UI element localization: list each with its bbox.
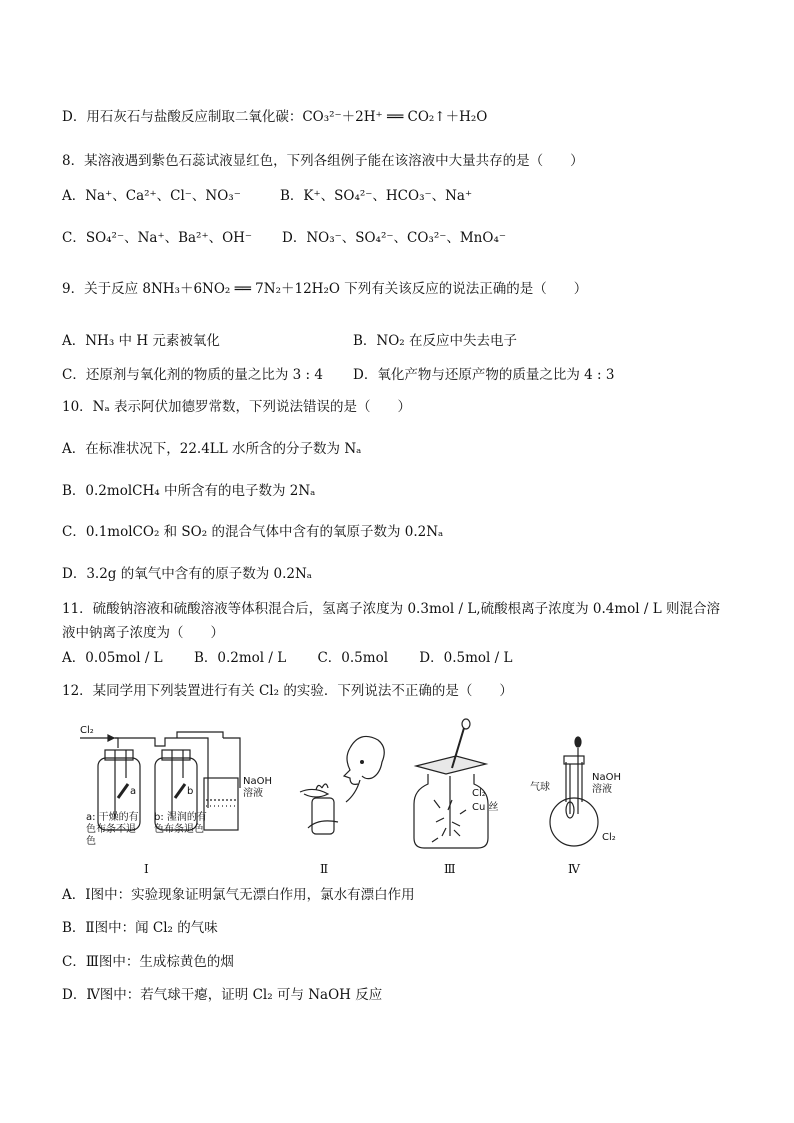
q12-option-b: B．Ⅱ图中：闻 Cl₂ 的气味 [62, 920, 218, 936]
q9-option-a: A．NH₃ 中 H 元素被氧化 [62, 333, 220, 349]
q9-option-c: C．还原剂与氧化剂的物质的量之比为 3 : 4 [62, 367, 323, 383]
apparatus-ii [300, 736, 384, 834]
naoh-solution-label: 溶液 [243, 788, 263, 799]
q12-option-c: C．Ⅲ图中：生成棕黄色的烟 [62, 954, 234, 970]
q12-stem: 12．某同学用下列装置进行有关 Cl₂ 的实验．下列说法不正确的是（ ） [62, 683, 513, 699]
q12-apparatus-figure [60, 718, 660, 880]
q11-stem-line1: 11．硫酸钠溶液和硫酸溶液等体积混合后，氢离子浓度为 0.3mol / L,硫酸根离子浓度为 0.4mol / L 则混合溶 [62, 601, 720, 617]
naoh-label-iv: NaOH [592, 772, 621, 783]
q11-stem-line2: 液中钠离子浓度为（ ） [62, 625, 224, 641]
q9-option-d: D．氧化产物与还原产物的质量之比为 4 : 3 [353, 367, 615, 383]
q10-option-d: D．3.2g 的氧气中含有的原子数为 0.2Nₐ [62, 566, 313, 582]
naoh-label: NaOH [243, 776, 272, 787]
note-b-line2: 色布条退色 [154, 824, 204, 835]
apparatus-iv [550, 737, 598, 846]
q11-options: A．0.05mol / L B．0.2mol / L C．0.5mol D．0.5mol / L [62, 650, 513, 666]
bottle-a-label: a [130, 786, 137, 797]
q8-stem: 8．某溶液遇到紫色石蕊试液显红色，下列各组例子能在该溶液中大量共存的是（ ） [62, 153, 584, 169]
note-b-line1: b: 湿润的有 [154, 812, 207, 823]
q8-option-a: A．Na⁺、Ca²⁺、Cl⁻、NO₃⁻ [62, 188, 241, 204]
q10-option-c: C．0.1molCO₂ 和 SO₂ 的混合气体中含有的氧原子数为 0.2Nₐ [62, 524, 444, 540]
q9-option-b: B．NO₂ 在反应中失去电子 [353, 333, 518, 349]
q8-option-d: D．NO₃⁻、SO₄²⁻、CO₃²⁻、MnO₄⁻ [282, 230, 506, 246]
apparatus-iii [414, 719, 488, 848]
caption-iv: Ⅳ [568, 862, 580, 876]
naoh-solution-label-iv: 溶液 [592, 784, 612, 795]
q12-option-d: D．Ⅳ图中：若气球干瘪，证明 Cl₂ 可与 NaOH 反应 [62, 987, 383, 1003]
caption-i: Ⅰ [144, 862, 149, 876]
q8-option-b: B．K⁺、SO₄²⁻、HCO₃⁻、Na⁺ [280, 188, 473, 204]
note-a-line3: 色 [86, 836, 96, 847]
q12-option-a: A．Ⅰ图中：实验现象证明氯气无漂白作用，氯水有漂白作用 [62, 887, 415, 903]
q10-option-a: A．在标准状况下，22.4LL 水所含的分子数为 Nₐ [62, 441, 362, 457]
balloon-label: 气球 [530, 782, 550, 793]
cl2-label-iii: Cl₂ [472, 788, 486, 799]
caption-ii: Ⅱ [320, 862, 329, 876]
bottle-b-label: b [187, 786, 194, 797]
note-a-line1: a: 干燥的有 [86, 812, 139, 823]
q10-stem: 10．Nₐ 表示阿伏加德罗常数，下列说法错误的是（ ） [62, 399, 411, 415]
q7-option-d: D．用石灰石与盐酸反应制取二氧化碳：CO₃²⁻＋2H⁺ ══ CO₂↑＋H₂O [62, 109, 488, 125]
caption-iii: Ⅲ [444, 862, 456, 876]
cl2-inlet-label: Cl₂ [80, 725, 94, 736]
q9-stem: 9．关于反应 8NH₃＋6NO₂ ══ 7N₂＋12H₂O 下列有关该反应的说法正确的是（ ） [62, 281, 588, 297]
q8-option-c: C．SO₄²⁻、Na⁺、Ba²⁺、OH⁻ [62, 230, 253, 246]
note-a-line2: 色布条不退 [86, 824, 136, 835]
cu-wire-label: Cu 丝 [472, 802, 499, 813]
q10-option-b: B．0.2molCH₄ 中所含有的电子数为 2Nₐ [62, 483, 316, 499]
cl2-label-iv: Cl₂ [602, 832, 616, 843]
